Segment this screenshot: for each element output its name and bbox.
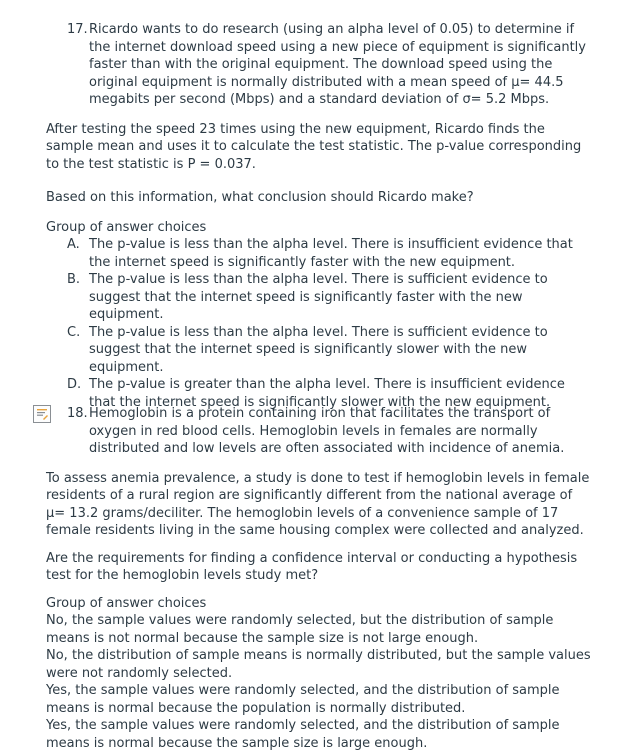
question-paragraph: After testing the speed 23 times using the new equipment, Ricardo finds the sample mean and uses it to calculate the test statistic. The p-value corresponding to the test statistic is P = 0.037. [46, 121, 582, 172]
option-letter: A. [67, 237, 80, 252]
question-number: 17. [67, 22, 88, 37]
answer-option-a[interactable] [67, 236, 591, 271]
answer-choices-label: Group of answer choices [46, 219, 207, 235]
option-text: The p-value is less than the alpha level. There is sufficient evidence to suggest that the internet speed is significantly slower with the new equipment. [89, 324, 548, 375]
question-prompt: Based on this information, what conclusion should Ricardo make? [46, 190, 474, 205]
answer-option-4[interactable]: Yes, the sample values were randomly selected, and the distribution of sample means is normal because the sample size is large enough. [46, 718, 560, 751]
option-text: The p-value is less than the alpha level. There is insufficient evidence that the internet speed is significantly faster with the new equipment. [89, 237, 573, 270]
question-number: 18. [67, 406, 88, 421]
option-letter: D. [67, 377, 82, 392]
answer-choices-label: Group of answer choices [46, 595, 207, 611]
question-18 [46, 405, 591, 752]
answer-option-b[interactable] [67, 271, 591, 324]
answer-option-2[interactable]: No, the distribution of sample means is normally distributed, but the sample values were not randomly selected. [46, 648, 591, 681]
question-17-header [67, 21, 591, 109]
question-paragraph: To assess anemia prevalence, a study is done to test if hemoglobin levels in female residents of a rural region are significantly different from the national average of μ= 13.2 grams/deciliter. The hemoglobin levels of a convenience sample of 17 female residents living in the same housing complex were collected and analyzed. [46, 470, 590, 538]
question-prompt: Are the requirements for finding a confidence interval or conducting a hypothesis test for the hemoglobin levels study met? [46, 550, 578, 583]
option-text: The p-value is greater than the alpha level. There is insufficient evidence that the internet speed is significantly slower with the new equipment. [89, 377, 565, 410]
option-letter: B. [67, 272, 81, 287]
answer-choices-list [46, 612, 591, 752]
question-18-header [67, 405, 591, 458]
answer-option-1[interactable]: No, the sample values were randomly selected, but the distribution of sample means is not normal because the sample size is not large enough. [46, 613, 554, 646]
option-letter: C. [67, 324, 81, 340]
question-17 [46, 21, 591, 411]
answer-option-3[interactable]: Yes, the sample values were randomly selected, and the distribution of sample means is normal because the population is normally distributed. [46, 683, 560, 716]
answer-option-c[interactable] [67, 324, 591, 377]
question-stem: Ricardo wants to do research (using an alpha level of 0.05) to determine if the internet download speed using a new piece of equipment is significantly faster than with the original equipment. The download speed using the original equipment is normally distributed with a mean speed of μ= 44.5 megabits per second (Mbps) and a standard deviation of σ= 5.2 Mbps. [89, 22, 586, 107]
answer-choices-list [46, 236, 591, 411]
question-stem: Hemoglobin is a protein containing iron that facilitates the transport of oxygen in red blood cells. Hemoglobin levels in females are normally distributed and low levels are often associated with incidence of anemia. [89, 406, 565, 456]
option-text: The p-value is less than the alpha level. There is sufficient evidence to suggest that the internet speed is significantly faster with the new equipment. [89, 272, 548, 322]
